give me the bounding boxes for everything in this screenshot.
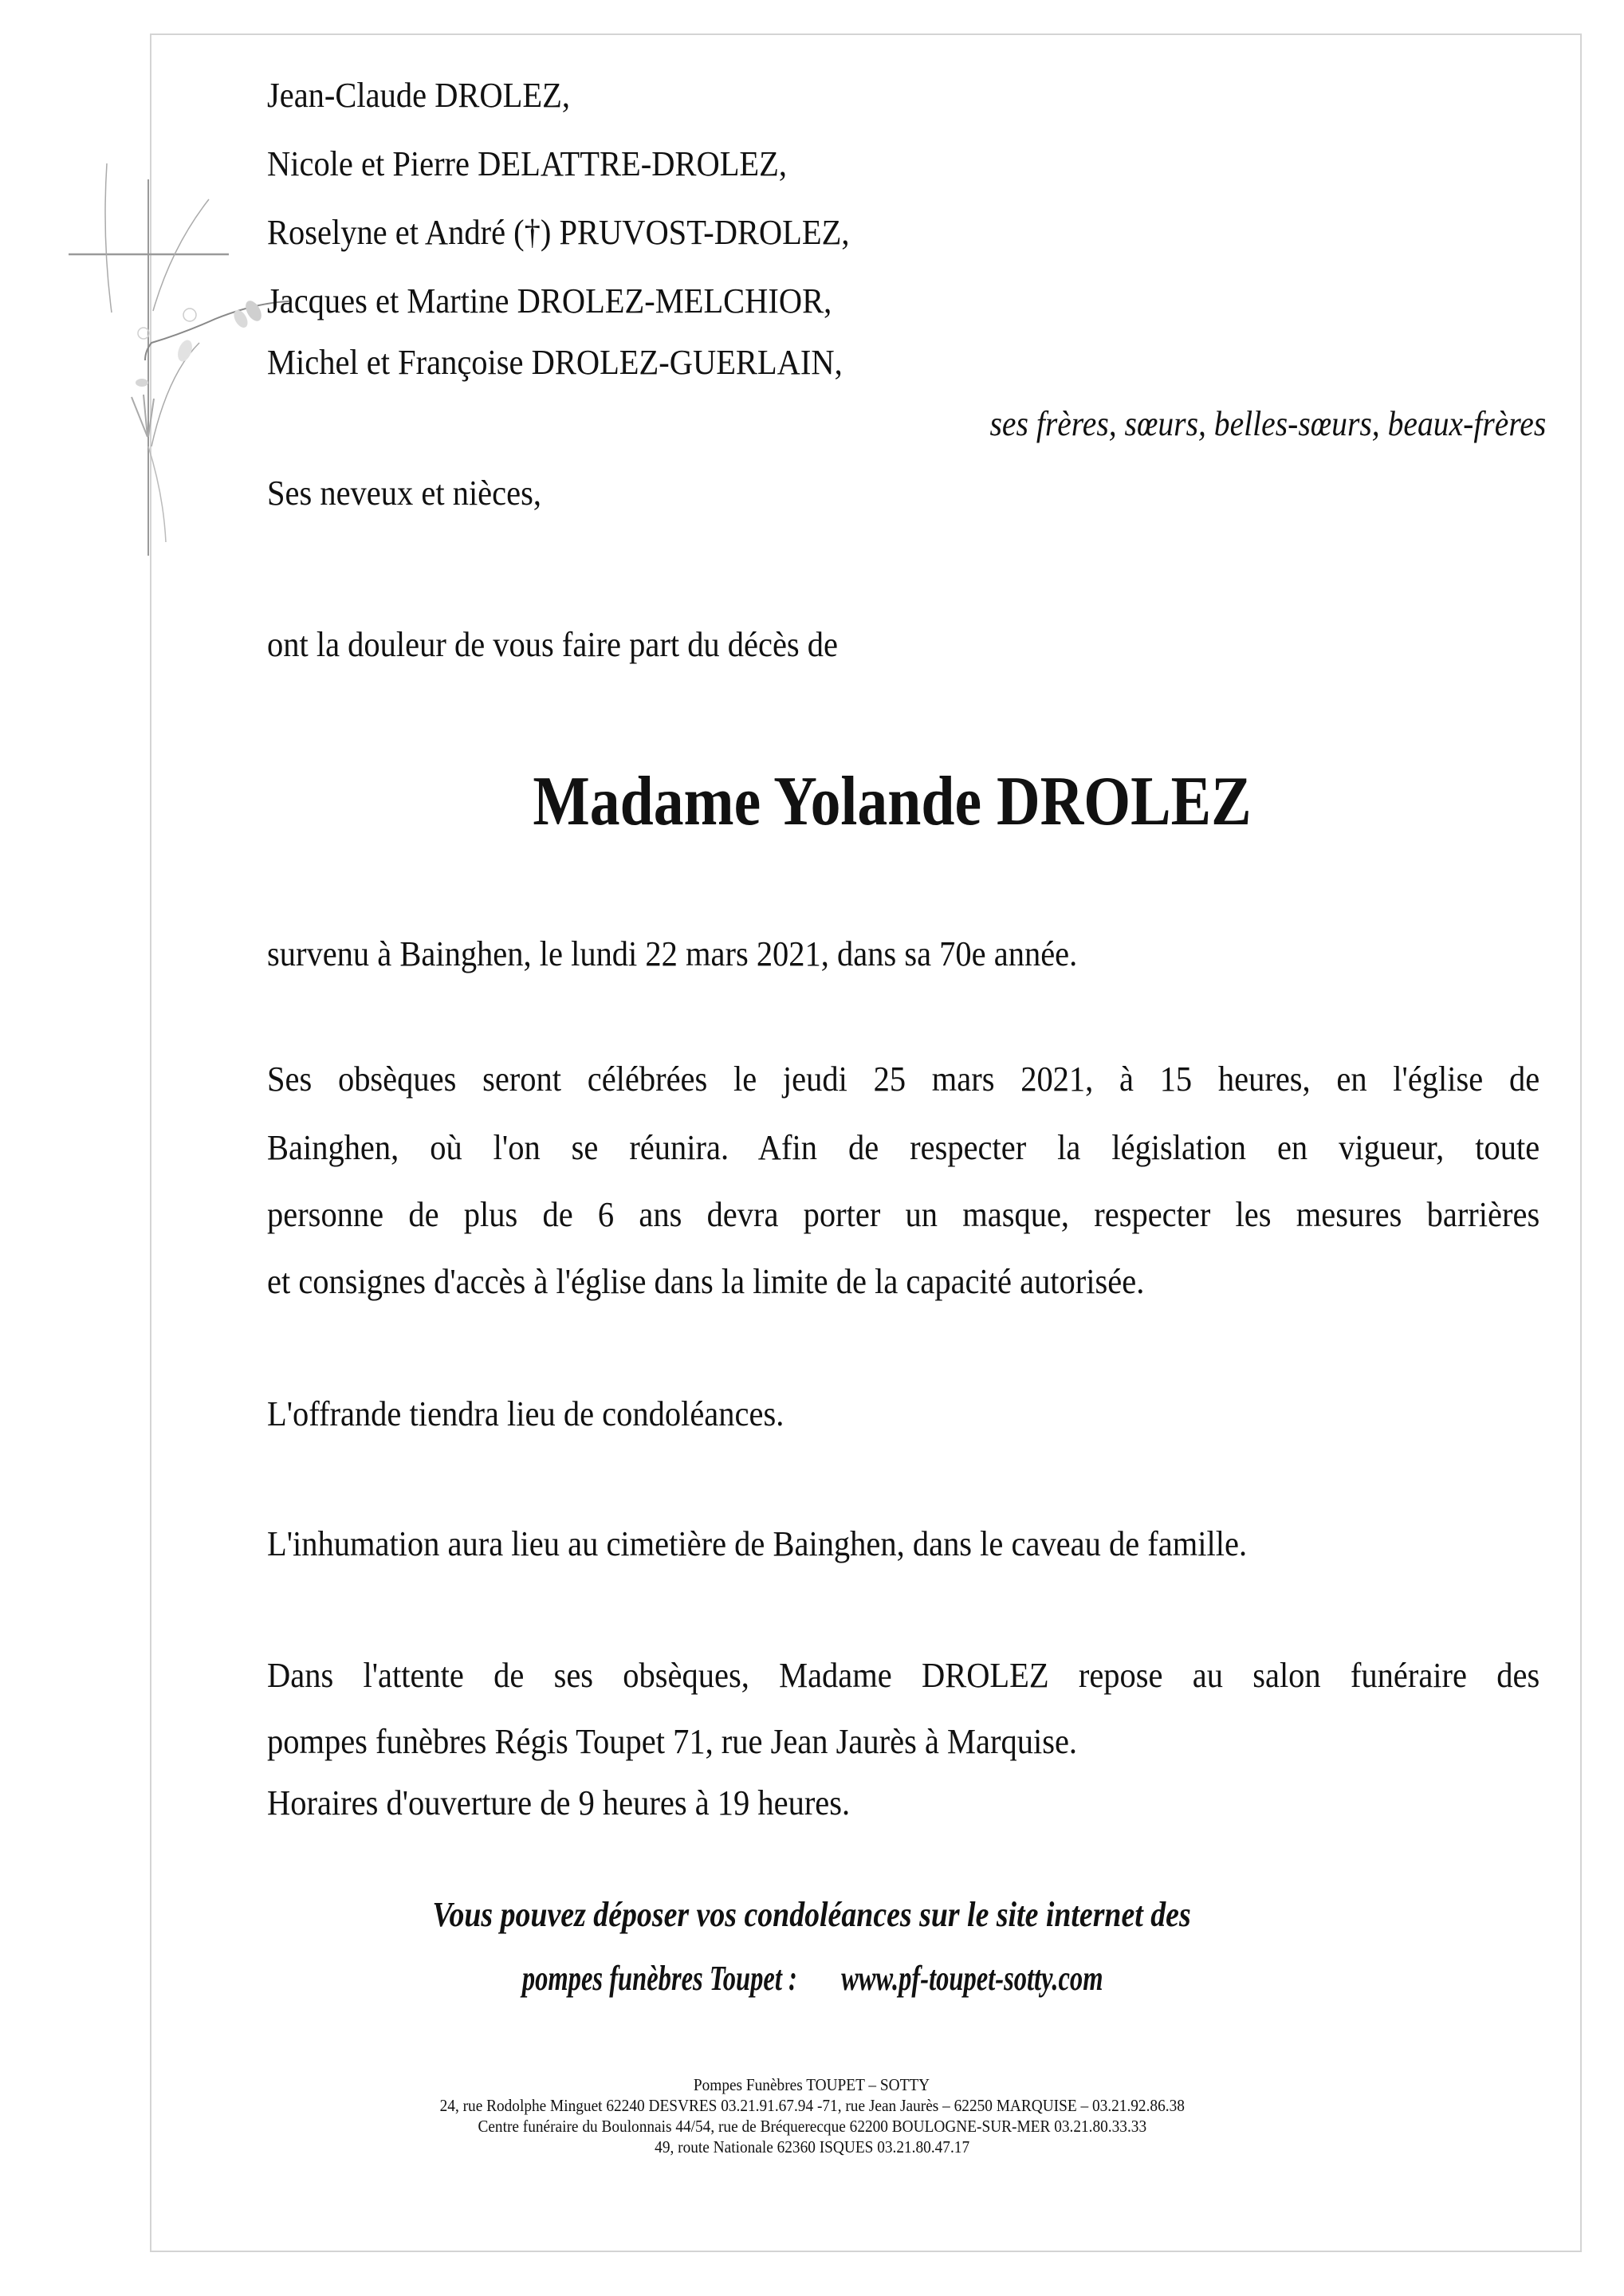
condolences-line-1 <box>0 1897 1624 1932</box>
funeral-home-address: 49, route Nationale 62360 ISQUES 03.21.80.47.17 <box>655 2137 969 2156</box>
condolences-line-2 <box>0 1961 1624 1996</box>
funeral-line-text: personne de plus de 6 ans devra porter un masque, respecter les mesures barrières <box>267 1195 1540 1234</box>
flower-stem-lower <box>151 343 199 446</box>
family-member: Nicole et Pierre DELATTRE-DROLEZ, <box>267 144 787 183</box>
deceased-name-text: Madame Yolande DROLEZ <box>532 763 1252 840</box>
announcement-intro: ont la douleur de vous faire part du décès de <box>267 625 839 664</box>
flower-blossom <box>183 309 196 321</box>
funeral-line <box>267 1195 1540 1234</box>
family-member: Roselyne et André (†) PRUVOST-DROLEZ, <box>267 213 850 252</box>
funeral-home-address: Centre funéraire du Boulonnais 44/54, rue de Bréquerecque 62200 BOULOGNE-SUR-MER 03.21.80.33.33 <box>478 2117 1146 2136</box>
flower-stem-bottom <box>148 446 166 542</box>
family-member: Jacques et Martine DROLEZ-MELCHIOR, <box>267 281 832 320</box>
nephews-nieces: Ses neveux et nièces, <box>267 474 541 513</box>
viewing-line <box>267 1656 1540 1695</box>
death-details: survenu à Bainghen, le lundi 22 mars 2021, dans sa 70e année. <box>267 934 1078 973</box>
viewing-line-text: Dans l'attente de ses obsèques, Madame DROLEZ repose au salon funéraire des <box>267 1656 1540 1695</box>
flower-blossom <box>138 328 149 339</box>
family-member: Jean-Claude DROLEZ, <box>267 76 570 115</box>
funeral-line-text: Ses obsèques seront célébrées le jeudi 25 mars 2021, à 15 heures, en l'église de <box>267 1060 1540 1099</box>
flower-stem-left <box>105 163 112 313</box>
condolences-website-link[interactable]: www.pf-toupet-sotty.com <box>840 1959 1103 1998</box>
funeral-home-footer <box>0 2074 1624 2157</box>
deceased-name <box>0 763 1624 840</box>
funeral-line <box>267 1060 1540 1099</box>
funeral-line <box>267 1128 1540 1167</box>
funeral-line-text: Bainghen, où l'on se réunira. Afin de respecter la législation en vigueur, toute <box>267 1128 1540 1167</box>
condolences-text: Vous pouvez déposer vos condoléances sur le site internet des <box>432 1895 1192 1934</box>
funeral-home-name: Pompes Funèbres TOUPET – SOTTY <box>694 2075 930 2094</box>
viewing-line: Horaires d'ouverture de 9 heures à 19 heures. <box>267 1783 851 1822</box>
grass-blade <box>148 399 154 437</box>
condolences-prefix: pompes funèbres Toupet : <box>522 1959 798 1998</box>
funeral-line: et consignes d'accès à l'église dans la limite de la capacité autorisée. <box>267 1262 1145 1301</box>
family-member: Michel et Françoise DROLEZ-GUERLAIN, <box>267 343 843 382</box>
funeral-home-address: 24, rue Rodolphe Minguet 62240 DESVRES 03.21.91.67.94 -71, rue Jean Jaurès – 62250 MARQUISE – 03.21.92.86.38 <box>439 2096 1185 2115</box>
offering-note: L'offrande tiendra lieu de condoléances. <box>267 1394 784 1433</box>
flower-bud <box>136 379 148 387</box>
family-relation: ses frères, sœurs, belles-sœurs, beaux-frères <box>989 404 1546 443</box>
viewing-line: pompes funèbres Régis Toupet 71, rue Jean Jaurès à Marquise. <box>267 1722 1078 1761</box>
burial-note: L'inhumation aura lieu au cimetière de Bainghen, dans le caveau de famille. <box>267 1524 1248 1563</box>
